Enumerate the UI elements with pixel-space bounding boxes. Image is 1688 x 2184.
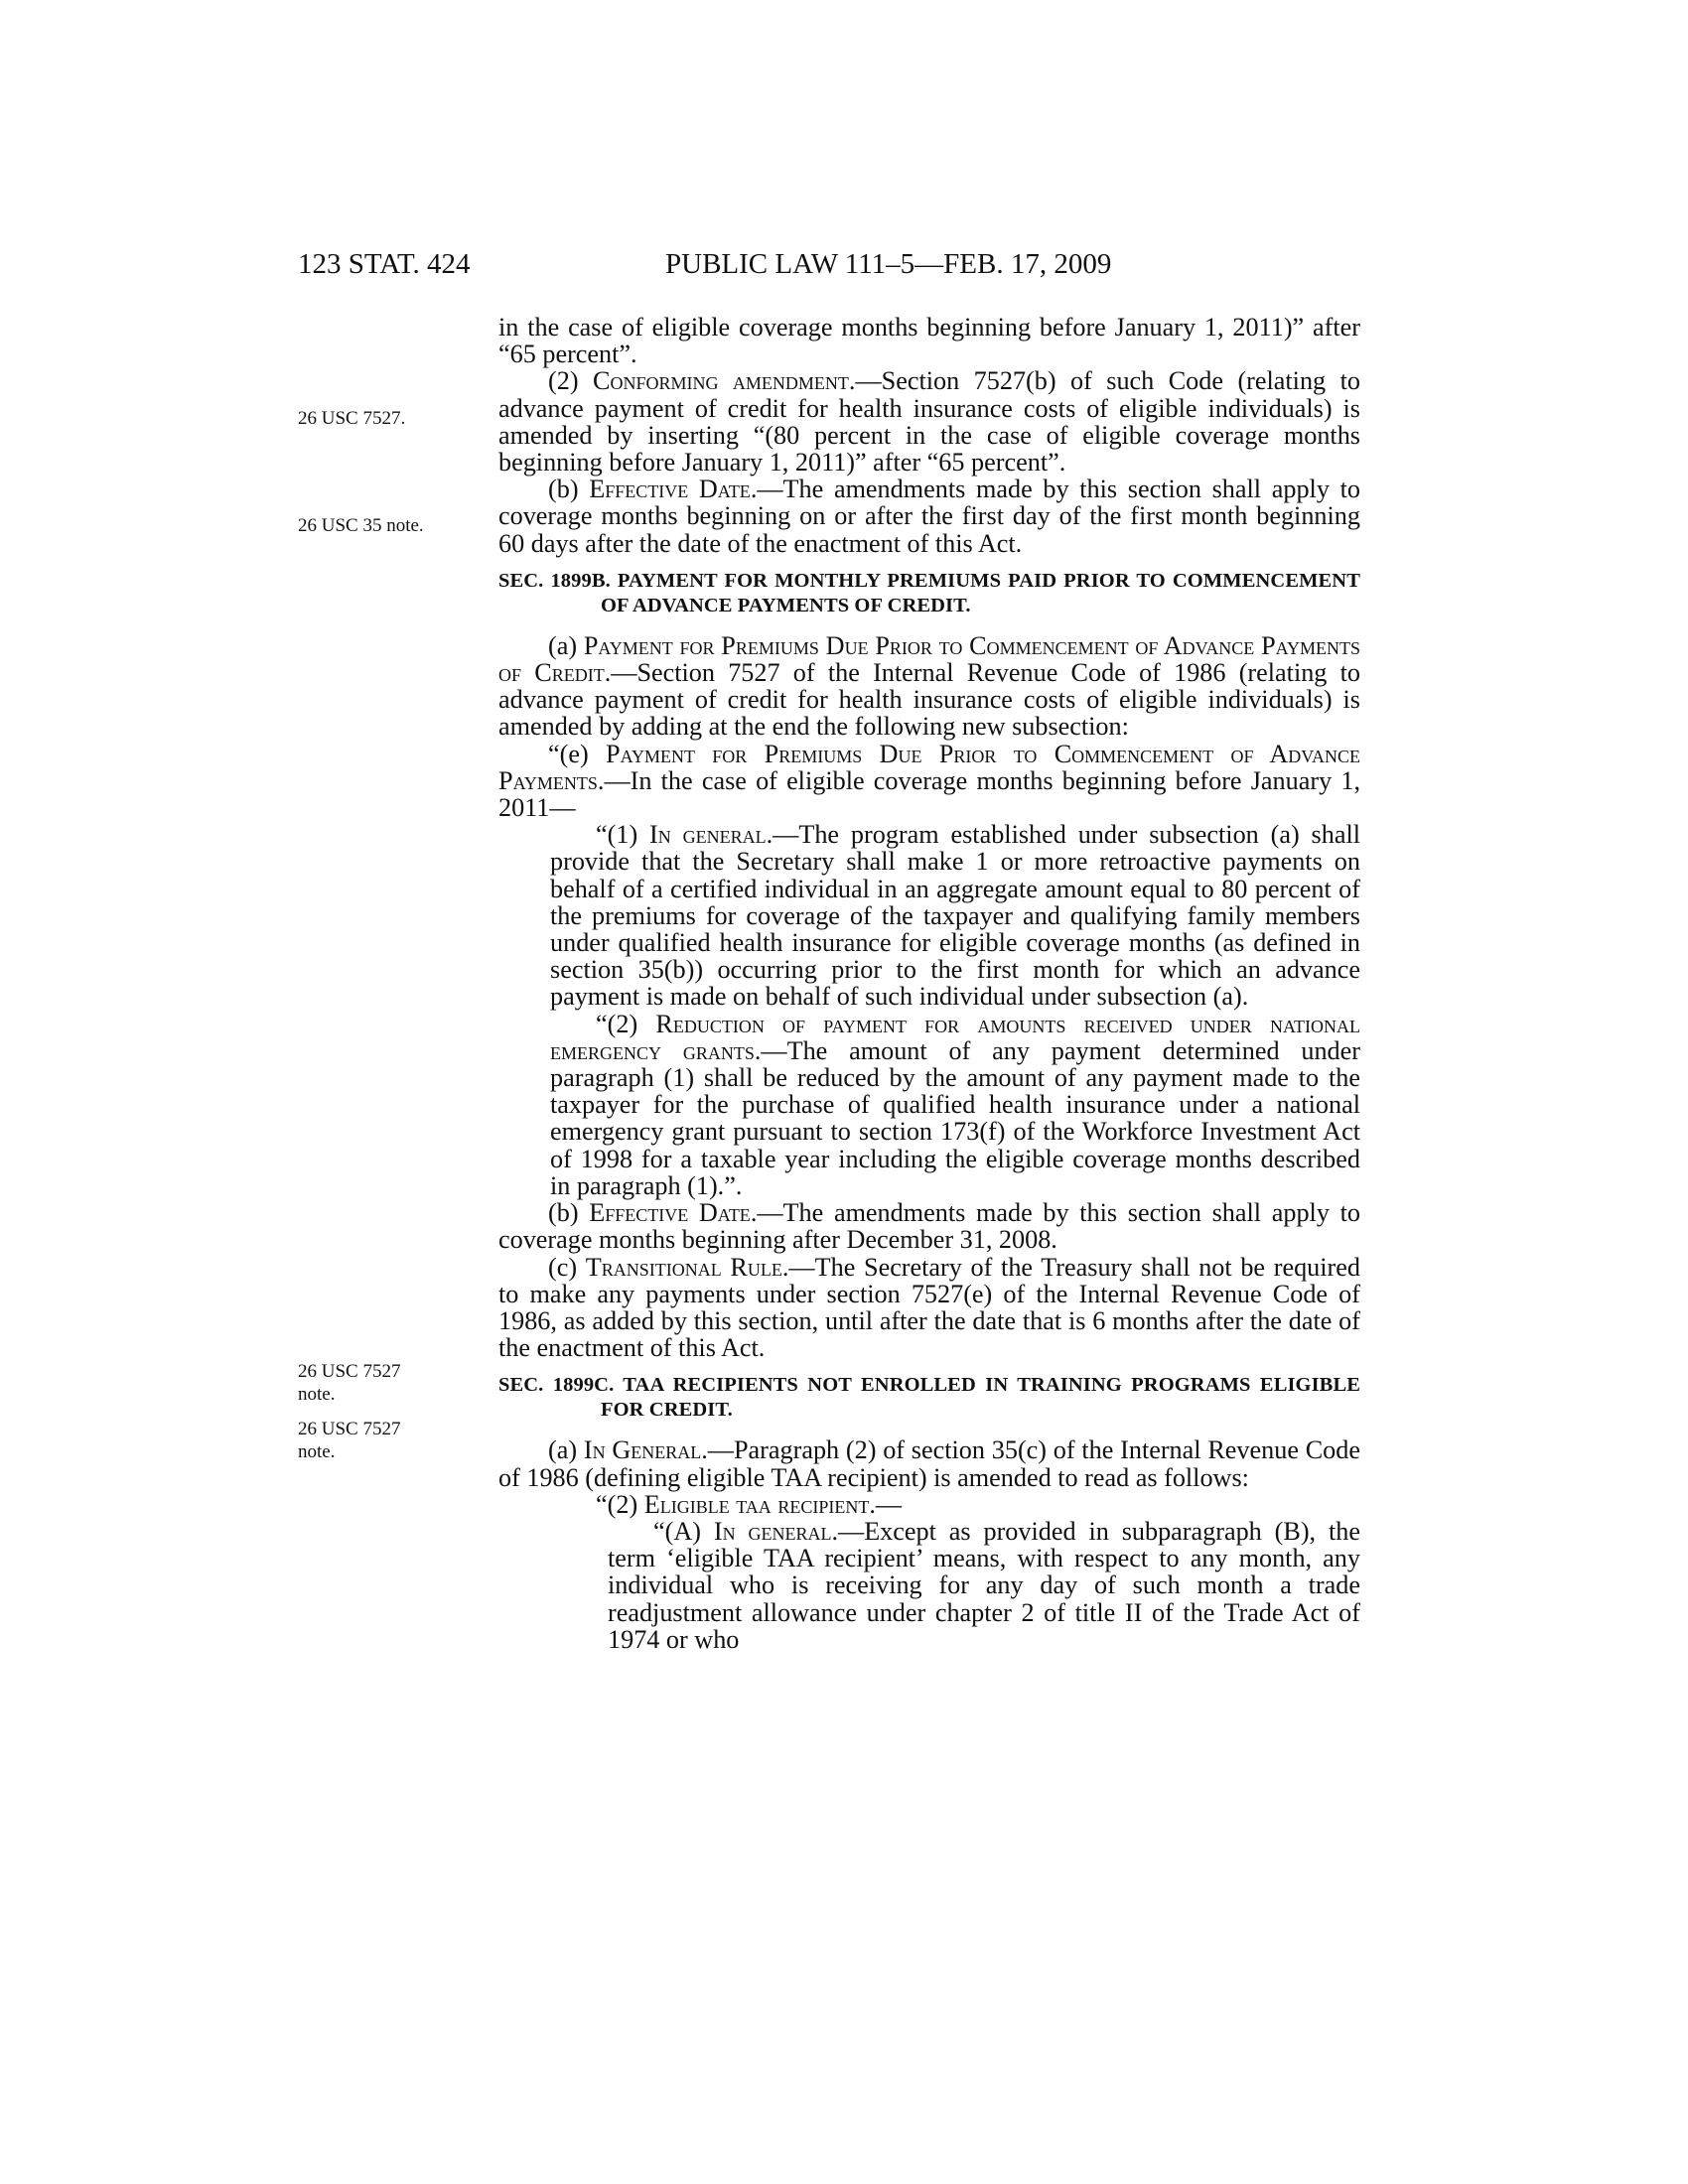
paragraph: (a) Payment for Premiums Due Prior to Commencement of Advance Payments of Credit.—Section 7527 of the Internal Revenue Code of 1986 (relating to advance payment of credit for health insurance costs of eligible individuals) is amended by adding at the end the following new subsection: <box>498 630 1360 742</box>
section-heading: SEC. 1899B. PAYMENT FOR MONTHLY PREMIUMS PAID PRIOR TO COMMENCEMENT OF ADVANCE PAYMENTS OF CREDIT. <box>498 569 1360 616</box>
paragraph: (b) Effective Date.—The amendments made by this section shall apply to coverage months beginning on or after the first day of the first month beginning 60 days after the date of the enactment of this Act. <box>498 475 1360 558</box>
paragraph: in the case of eligible coverage months beginning before January 1, 2011)” after “65 percent”. <box>498 313 1360 369</box>
paragraph: (b) Effective Date.—The amendments made by this section shall apply to coverage months beginning after December 31, 2008. <box>498 1198 1360 1255</box>
statute-reference: 123 STAT. 424 <box>298 248 471 280</box>
law-title: PUBLIC LAW 111–5—FEB. 17, 2009 <box>665 248 1112 280</box>
paragraph: (c) Transitional Rule.—The Secretary of the Treasury shall not be required to make any payments under section 7527(e) of the Internal Revenue Code of 1986, as added by this section, until after the date that is 6 months after the date of the enactment of this Act. <box>498 1252 1360 1363</box>
margin-note: 26 USC 7527 note. <box>298 1361 401 1405</box>
body-text <box>498 314 1360 1653</box>
margin-note: 26 USC 7527 note. <box>298 1419 401 1462</box>
section-heading: SEC. 1899C. TAA RECIPIENTS NOT ENROLLED IN TRAINING PROGRAMS ELIGIBLE FOR CREDIT. <box>498 1374 1360 1422</box>
margin-note: 26 USC 7527. <box>298 408 406 429</box>
paragraph: “(2) Reduction of payment for amounts received under national emergency grants.—The amount of any payment determined under paragraph (1) shall be reduced by the amount of any payment made to the taxpayer for the purchase of qualified health insurance under a national emergency grant pursuant to section 173(f) of the Workforce Investment Act of 1998 for a taxable year including the eligible coverage months described in paragraph (1).”. <box>550 1009 1360 1200</box>
margin-note: 26 USC 35 note. <box>298 515 424 536</box>
paragraph: “(1) In general.—The program established under subsection (a) shall provide that the Secretary shall make 1 or more retroactive payments on behalf of a certified individual in an aggregate amount equal to 80 percent of the premiums for coverage of the taxpayer and qualifying family members under qualified health insurance for eligible coverage months (as defined in section 35(b)) occurring prior to the first month for which an advance payment is made on behalf of such individual under subsection (a). <box>550 820 1360 1012</box>
paragraph: “(e) Payment for Premiums Due Prior to Commencement of Advance Payments.—In the case of eligible coverage months beginning before January 1, 2011— <box>498 739 1360 823</box>
page-header <box>0 248 1688 288</box>
paragraph: (2) Conforming amendment.—Section 7527(b) of such Code (relating to advance payment of credit for health insurance costs of eligible individuals) is amended by inserting “(80 percent in the case of eligible coverage months beginning before January 1, 2011)” after “65 percent”. <box>498 366 1360 478</box>
paragraph: “(2) Eligible taa recipient.— <box>596 1489 903 1519</box>
paragraph: (a) In General.—Paragraph (2) of section 35(c) of the Internal Revenue Code of 1986 (defining eligible TAA recipient) is amended to read as follows: <box>498 1435 1360 1492</box>
paragraph: “(A) In general.—Except as provided in subparagraph (B), the term ‘eligible TAA recipient’ means, with respect to any month, any individual who is receiving for any day of such month a trade readjustment allowance under chapter 2 of title II of the Trade Act of 1974 or who <box>608 1516 1360 1654</box>
